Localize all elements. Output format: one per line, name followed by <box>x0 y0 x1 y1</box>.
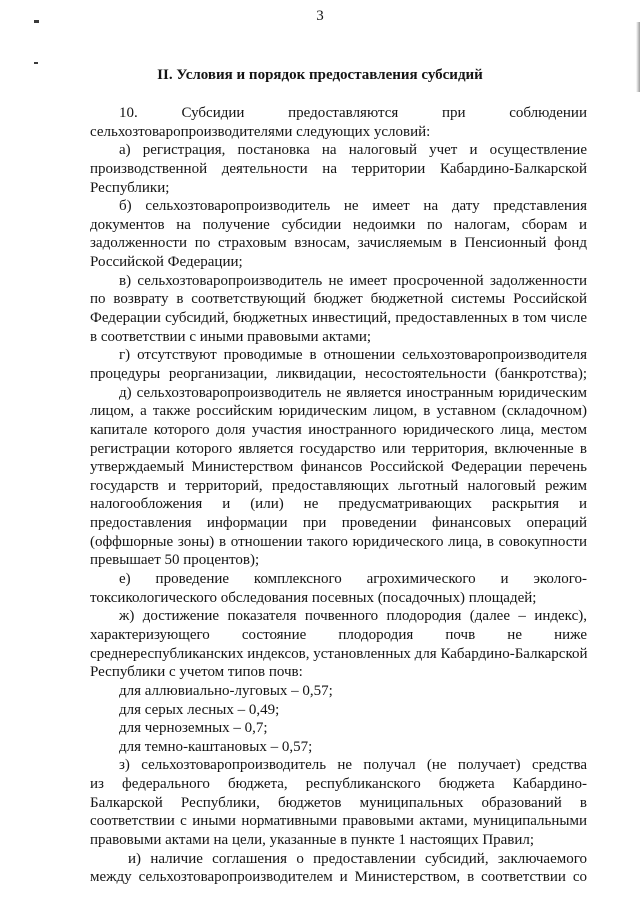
text-line: для черноземных – 0,7; <box>119 720 268 737</box>
text-line: предоставления информации при проведении финансовых операций <box>90 515 587 532</box>
text-line: (оффшорные зоны) в отношении такого юридического лица, в совокупности <box>90 533 587 550</box>
text-line: для темно-каштановых – 0,57; <box>119 738 313 755</box>
page-number: 3 <box>316 8 324 24</box>
text-line: а) регистрация, постановка на налоговый учет и осуществление <box>119 142 587 159</box>
text-line: документов на получение субсидии недоимки по налогам, сборам и <box>90 216 587 233</box>
text-line: Федерации субсидий, бюджетных инвестиций, предоставленных в том числе <box>90 310 587 327</box>
text-line: среднереспубликанских индексов, установленных для Кабардино-Балкарской <box>90 645 588 662</box>
text-line: по возврату в соответствующий бюджет бюджетной системы Российской <box>90 291 587 308</box>
section-heading: II. Условия и порядок предоставления субсидий <box>157 67 483 83</box>
text-line: задолженности по страховым взносам, зачисляемым в Пенсионный фонд <box>90 235 587 252</box>
text-line: государств и территорий, предоставляющих льготный налоговый режим <box>90 477 587 494</box>
text-line: Республики; <box>90 179 170 196</box>
text-line: е) проведение комплексного агрохимического и эколого- <box>119 571 587 588</box>
text-line: з) сельхозтоваропроизводитель не получал (не получает) средства <box>119 757 587 774</box>
text-line: Российской Федерации; <box>90 254 243 271</box>
text-line: в) сельхозтоваропроизводитель не имеет просроченной задолженности <box>119 272 587 289</box>
text-line: Балкарской Республики, бюджетов муниципальных образований в <box>90 794 587 811</box>
text-line: в соответствии с иными правовыми актами; <box>90 328 372 345</box>
text-line: Республики с учетом типов почв: <box>90 664 303 681</box>
scan-artifact-mark <box>34 62 38 64</box>
text-line: для серых лесных – 0,49; <box>119 701 280 718</box>
text-line: характеризующего состояние плодородия почв не ниже <box>90 626 587 643</box>
text-line: токсикологического обследования посевных (посадочных) площадей; <box>90 589 537 606</box>
text-line: ж) достижение показателя почвенного плодородия (далее – индекс), <box>119 608 587 625</box>
text-line: для аллювиально-луговых – 0,57; <box>119 682 333 699</box>
text-line: капитале которого доля участия иностранного юридического лица, местом <box>90 421 587 438</box>
text-line: сельхозтоваропроизводителями следующих условий: <box>90 123 431 140</box>
text-line: между сельхозтоваропроизводителем и Министерством, в соответствии со <box>90 869 587 886</box>
document-body <box>90 104 587 887</box>
text-line: превышает 50 процентов); <box>90 552 260 569</box>
text-line: б) сельхозтоваропроизводитель не имеет на дату представления <box>119 198 587 215</box>
text-line: регистрации которого является государство или территория, включенные в <box>90 440 587 457</box>
text-line: налогообложения и (или) не предусматривающих раскрытия и <box>90 496 587 513</box>
text-line: из федерального бюджета, республиканского бюджета Кабардино- <box>90 776 587 793</box>
text-line: процедуры реорганизации, ликвидации, несостоятельности (банкротства); <box>90 365 587 382</box>
text-line: г) отсутствуют проводимые в отношении сельхозтоваропроизводителя <box>119 347 587 364</box>
text-line: д) сельхозтоваропроизводитель не является иностранным юридическим <box>119 384 587 401</box>
text-line: и) наличие соглашения о предоставлении субсидий, заключаемого <box>128 850 587 867</box>
text-line: лицом, а также российским юридическим лицом, в уставном (складочном) <box>90 403 587 420</box>
text-line: 10. Субсидии предоставляются при соблюдении <box>119 105 587 121</box>
text-line: правовыми актами на цели, указанные в пункте 1 настоящих Правил; <box>90 831 535 848</box>
text-line: утверждаемый Министерством финансов Российской Федерации перечень <box>90 459 587 476</box>
text-line: соответствии с иными нормативными правовыми актами, муниципальными <box>90 813 587 830</box>
text-line: производственной деятельности на территории Кабардино-Балкарской <box>90 160 587 177</box>
